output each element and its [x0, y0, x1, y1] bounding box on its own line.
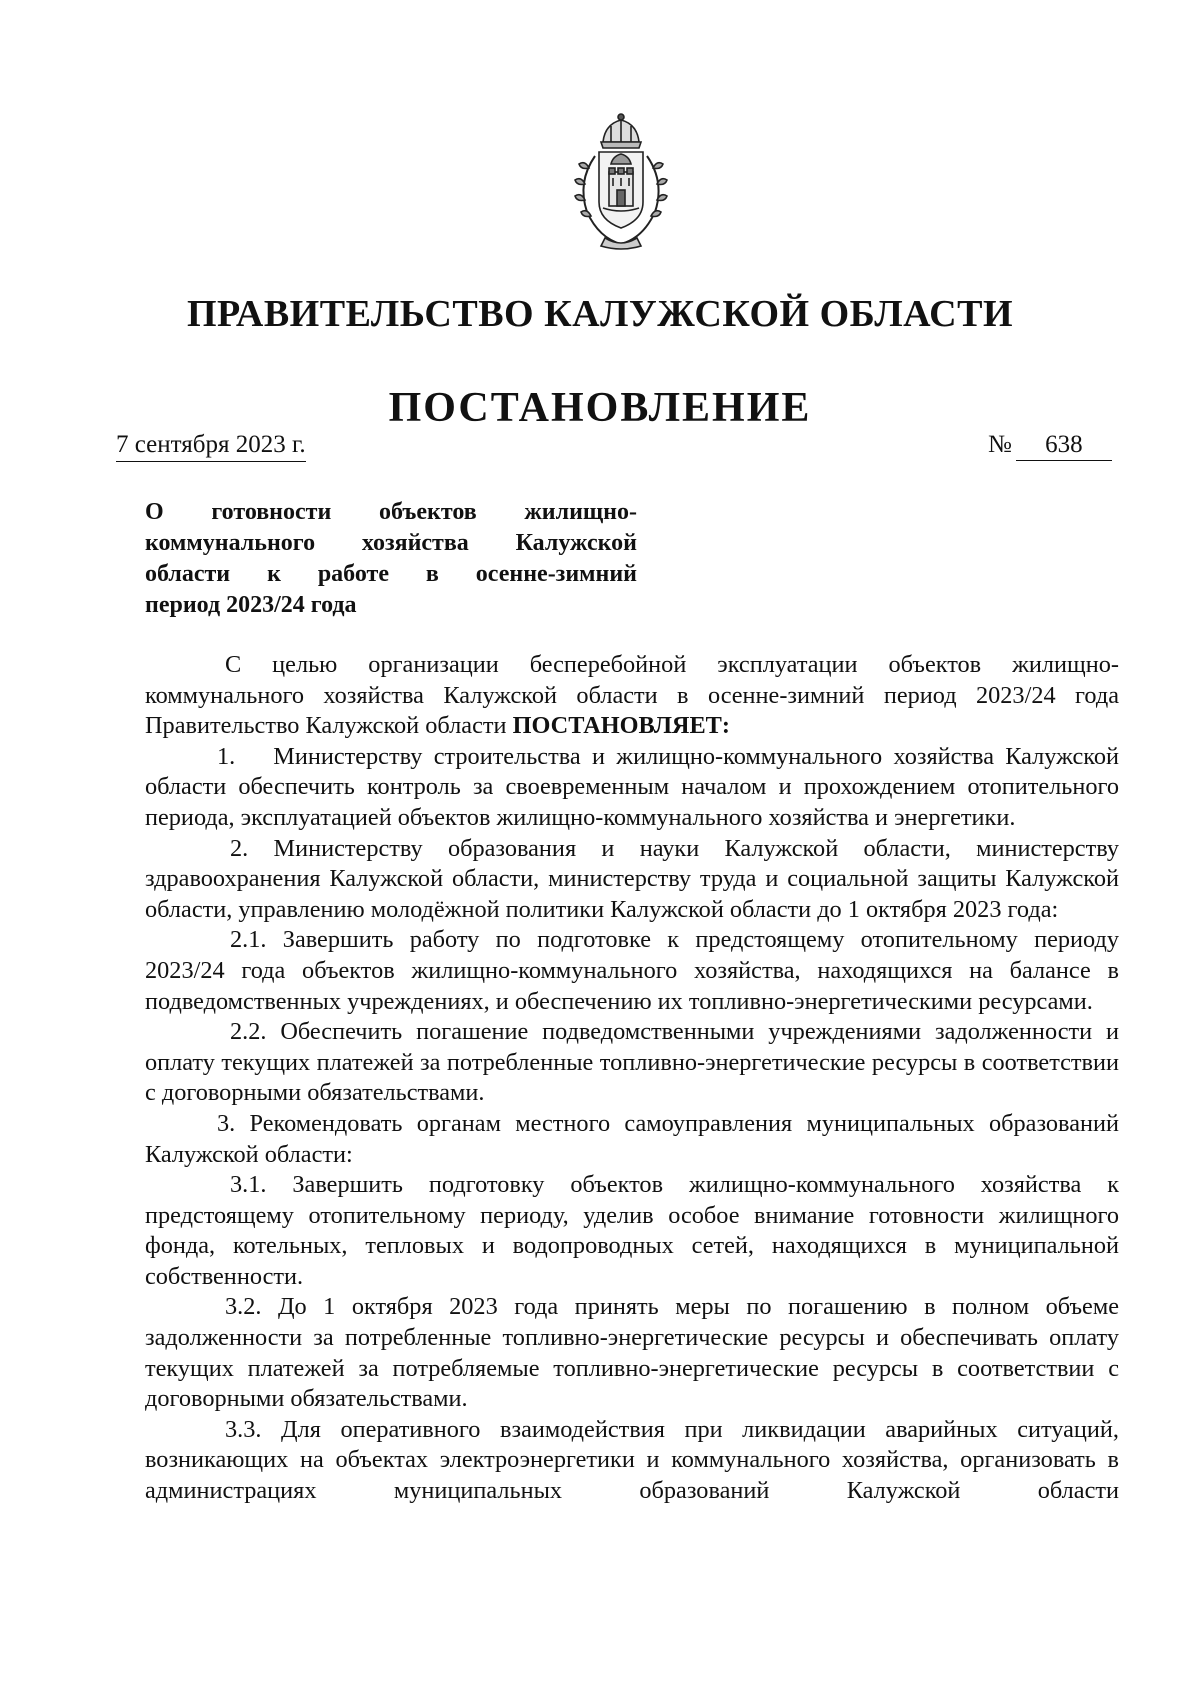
organization-heading: ПРАВИТЕЛЬСТВО КАЛУЖСКОЙ ОБЛАСТИ	[186, 293, 1014, 335]
document-type-heading: ПОСТАНОВЛЕНИЕ	[388, 385, 812, 431]
number-value: 638	[1016, 430, 1112, 461]
number-label: №	[988, 431, 1012, 458]
coat-of-arms-icon	[565, 112, 677, 250]
paragraph-3: 3. Рекомендовать органам местного самоуправления муниципальных образований Калужской области:	[145, 1109, 1119, 1168]
paragraph-2-1: 2.1. Завершить работу по подготовке к предстоящему отопительному периоду 2023/24 года объектов жилищно-коммунального хозяйства, находящихся на балансе в подведомственных учреждениях, и обеспечению их топливно-энергетическими ресурсами.	[145, 926, 1119, 1015]
preamble-paragraph	[145, 650, 1119, 742]
subject-line: коммунального хозяйства Калужской	[145, 530, 637, 556]
document-number	[988, 430, 1112, 461]
paragraph-1-number: 1.	[217, 742, 236, 770]
subject-line: О готовности объектов жилищно-	[145, 499, 637, 525]
preamble-text: С целью организации бесперебойной эксплуатации объектов жилищно-коммунального хозяйства Калужской области в осенне-зимний период 2023/24 года Правительство Калужской области	[145, 651, 1119, 740]
paragraph-1-text: Министерству строительства и жилищно-коммунального хозяйства Калужской области обеспечить контроль за своевременным началом и прохождением отопительного периода, эксплуатацией объектов жилищно-коммунального хозяйства и энергетики.	[145, 742, 1119, 831]
document-subject	[145, 497, 637, 621]
subject-line: период 2023/24 года	[145, 592, 357, 618]
document-date: 7 сентября 2023 г.	[116, 430, 306, 462]
paragraph-3-1: 3.1. Завершить подготовку объектов жилищно-коммунального хозяйства к предстоящему отопительному периоду, уделив особое внимание готовности жилищного фонда, котельных, тепловых и водопроводных сетей, находящихся в муниципальной собственности.	[145, 1171, 1119, 1290]
subject-line: области к работе в осенне-зимний	[145, 561, 637, 587]
paragraph-2: 2. Министерству образования и науки Калужской области, министерству здравоохранения Калужской области, министерству труда и социальной защиты Калужской области, управлению молодёжной политики Калужской области до 1 октября 2023 года:	[145, 834, 1119, 923]
paragraph-3-2: 3.2. До 1 октября 2023 года принять меры по погашению в полном объеме задолженности за потребленные топливно-энергетические ресурсы и обеспечивать оплату текущих платежей за потребляемые топливно-энергетические ресурсы в соответствии с договорными обязательствами.	[145, 1293, 1119, 1413]
paragraph-2-2: 2.2. Обеспечить погашение подведомственными учреждениями задолженности и оплату текущих платежей за потребленные топливно-энергетические ресурсы в соответствии с договорными обязательствами.	[145, 1018, 1119, 1107]
document-body	[145, 650, 1119, 1507]
paragraph-3-3: 3.3. Для оперативного взаимодействия при ликвидации аварийных ситуаций, возникающих на объектах электроэнергетики и коммунального хозяйства, организовать в администрациях муниципальных образований Калужской области	[145, 1415, 1119, 1505]
decree-keyword: ПОСТАНОВЛЯЕТ:	[512, 712, 730, 740]
paragraph-1	[145, 742, 1119, 834]
